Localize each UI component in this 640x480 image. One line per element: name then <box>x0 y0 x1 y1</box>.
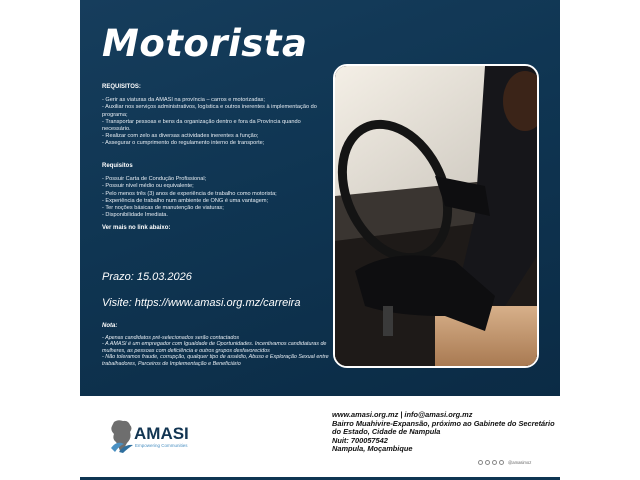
requisito-item: - Experiência de trabalho num ambiente de ONG é uma vantagem; <box>102 197 269 204</box>
requisitos-section-2 <box>102 163 328 233</box>
requisito-item: - Transportar pessoas e bens da organização dentro e fora da Província quando necessário. <box>102 118 301 133</box>
social-icons <box>478 460 531 465</box>
requisito-item: - Disponibilidade Imediata. <box>102 212 168 219</box>
requisitos-heading-1: REQUISITOS: <box>102 84 141 90</box>
nota-line: - A AMASI é um empregador com Igualdade de Oportunidades. Incentivamos candidaturas de mulheres, as pessoas com deficiência e outros grupos desfavorecidos <box>102 341 327 354</box>
nota-line: - Não toleramos fraude, corrupção, qualquer tipo de assédio, Abuso e Exploração Sexual entre trabalhadores, Parceiros de Implementação e Beneficiário <box>102 354 329 367</box>
nota-section <box>102 323 330 368</box>
nota-heading: Nota: <box>102 323 118 329</box>
requisito-item: - Ter noções básicas de manutenção de viaturas; <box>102 205 224 212</box>
contact-city: Nampula, Moçambique <box>332 444 413 454</box>
logo-tagline: Empowering Communities <box>135 443 188 448</box>
requisito-item: - Assegurar o cumprimento do regulamento interno de transporte; <box>102 140 265 147</box>
contact-block <box>332 411 557 454</box>
contact-nuit: Nuit: 700057542 <box>332 435 388 445</box>
poster-title: Motorista <box>102 22 308 65</box>
instagram-icon[interactable] <box>485 460 490 465</box>
logo-name: AMASI <box>134 424 189 443</box>
africa-map-icon <box>108 418 136 454</box>
contact-web-email[interactable]: www.amasi.org.mz | info@amasi.org.mz <box>332 410 473 419</box>
requisito-item: - Possuir Carta de Condução Profissional; <box>102 176 207 183</box>
requisito-item: - Gerir as viaturas da AMASI na província – carros e motorizadas; <box>102 97 265 104</box>
requisito-item: - Realizar com zelo as diversas actividades inerentes a função; <box>102 133 259 140</box>
ver-mais-text: Ver mais no link abaixo: <box>102 225 171 232</box>
poster-top-panel <box>80 0 560 396</box>
prazo-deadline: Prazo: 15.03.2026 <box>102 271 192 283</box>
job-poster <box>80 0 560 480</box>
poster-footer <box>80 396 560 480</box>
nota-line: - Apenas candidatos pré-selecionados serão contactados <box>102 334 240 341</box>
requisito-item: - Possuir nível médio ou equivalente; <box>102 183 194 190</box>
youtube-icon[interactable] <box>499 460 504 465</box>
linkedin-icon[interactable] <box>492 460 497 465</box>
driver-illustration <box>335 66 537 366</box>
requisito-item: - Auxiliar nos serviços administrativos, logística e outros inerentes à implementação do programa; <box>102 104 317 118</box>
social-handle: @amasimoz <box>508 460 532 465</box>
driver-photo <box>333 64 539 368</box>
requisitos-section-1 <box>102 84 328 148</box>
facebook-icon[interactable] <box>478 460 483 465</box>
requisitos-heading-2: Requisitos <box>102 163 133 169</box>
visite-link[interactable]: Visite: https://www.amasi.org.mz/carreira <box>102 297 301 309</box>
amasi-logo <box>108 418 204 454</box>
contact-address: Bairro Muahivire-Expansão, próximo ao Gabinete do Secretário do Estado, Cidade de Nampula <box>332 418 555 437</box>
requisito-item: - Pelo menos três (3) anos de experiência de trabalho como motorista; <box>102 190 277 197</box>
